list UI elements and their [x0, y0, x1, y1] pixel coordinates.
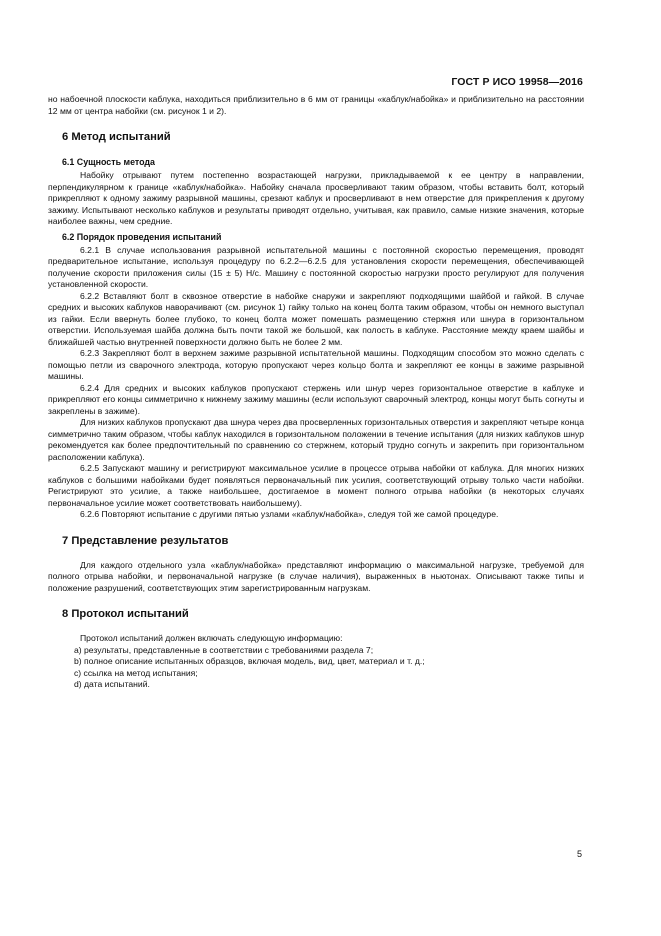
list-item: b) полное описание испытанных образцов, включая модель, вид, цвет, материал и т. д.;: [74, 656, 425, 666]
list-item: a) результаты, представленные в соответствии с требованиями раздела 7;: [74, 644, 374, 655]
intro-paragraph: но набоечной плоскости каблука, находиться приблизительно в 6 мм от границы «каблук/набойка» и приблизительно на расстоянии 12 мм от центра набойки (см. рисунок 1 и 2).: [48, 94, 584, 116]
paragraph-6-2-2: 6.2.2 Вставляют болт в сквозное отверстие в набойке снаружи и закрепляют подходящими шайбой и гайкой. В случае средних и высоких каблуков наворачивают (см. рисунок 1) гайку только на конец болта таким образом, чтобы он немного выступал из гайки. Если ввернуть более глубоко, то конец болта может помешать размещению стержня или шнура в горизонтальном отверстии. Используемая шайба должна быть почти такой же большой, как полость в каблуке. Расстояние между краем шайбы и ближайшей частью внутренней поверхности должно быть не более 2 мм.: [48, 290, 584, 347]
paragraph-6-2-4: 6.2.4 Для средних и высоких каблуков пропускают стержень или шнур через горизонтальное отверстие в каблуке и прикрепляют его концы симметрично к нижнему зажиму машины (если используют сварочный электрод, концы могут быть согнуты и закреплены в зажиме).: [48, 382, 584, 416]
list-item: c) ссылка на метод испытания;: [74, 667, 198, 678]
paragraph-6-2-1: 6.2.1 В случае использования разрывной испытательной машины с постоянной скоростью перемещения, проводят предварительное испытание, используя процедуру по 6.2.2—6.2.5 для установления скорости перемещения, обеспечивающей получение скорости приложения силы (15 ± 5) Н/с. Машину с постоянной скоростью нагрузки просто регулируют для получения установленной скорости.: [48, 244, 584, 289]
paragraph-6-2-3: 6.2.3 Закрепляют болт в верхнем зажиме разрывной испытательной машины. Подходящим способом это можно сделать с помощью петли из сварочного электрода, которую пропускают через кольцо болта и закрепляют ее концы в зажиме разрывной машины.: [48, 348, 584, 381]
document-header: ГОСТ Р ИСО 19958—2016: [451, 76, 583, 88]
page-number: 5: [576, 849, 582, 859]
subsection-6-1-heading: 6.1 Сущность метода: [62, 157, 155, 167]
section-6-heading: 6 Метод испытаний: [62, 131, 171, 143]
paragraph-8-lead: Протокол испытаний должен включать следующую информацию:: [80, 633, 343, 643]
section-7-heading: 7 Представление результатов: [62, 534, 229, 547]
subsection-6-2-heading: 6.2 Порядок проведения испытаний: [62, 231, 222, 242]
document-body: [48, 94, 584, 691]
paragraph-6-2-6: 6.2.6 Повторяют испытание с другими пятью узлами «каблук/набойка», следуя той же самой процедуре.: [80, 509, 499, 519]
paragraph-6-2-5: 6.2.5 Запускают машину и регистрируют максимальное усилие в процессе отрыва набойки от каблука. Для многих низких каблуков с большими набойками будет появляться первоначальный пик усилия, соответствующий отрыву только части набойки. Регистрируют это усилие, а также наибольшее, достигаемое в момент полного отрыва набойки (в некоторых случаях первоначальное усилие может соответствовать наибольшему).: [48, 463, 584, 508]
protocol-list: [48, 645, 584, 691]
paragraph-7: Для каждого отдельного узла «каблук/набойка» представляют информацию о максимальной нагрузке, требуемой для полного отрыва набойки, и первоначальной нагрузке (в случае наличия), выраженных в ньютонах. Описывают также типы и положение разрушений, соответствующих этим зарегистрированным нагрузкам.: [48, 559, 584, 593]
paragraph-6-1: Набойку отрывают путем постепенно возрастающей нагрузки, прикладываемой к ее центру в направлении, перпендикулярном к границе «каблук/набойка». Набойку сначала просверливают таким образом, чтобы вставить болт, который прикрепляют к одному зажиму разрывной машины, срезают каблук и просверливают в нем отверстие для прикрепления к другому зажиму. Испытывают несколько каблуков и результаты приводят отдельно, учитывая, как правило, самые низкие значения, которые наиболее важны, чем средние.: [48, 170, 584, 226]
paragraph-6-2-4-low-heels: Для низких каблуков пропускают два шнура через два просверленных горизонтальных отверстия и закрепляют четыре конца симметрично таким образом, чтобы каблук находился в горизонтальном положении в течение испытания (для низких каблуков шнур рекомендуется как более предпочтительный по сравнению со стержнем, который трудно согнуть и закрепить при горизонтальном расположении каблука).: [48, 417, 584, 462]
list-item: d) дата испытаний.: [74, 679, 150, 689]
section-8-heading: 8 Протокол испытаний: [62, 608, 189, 620]
